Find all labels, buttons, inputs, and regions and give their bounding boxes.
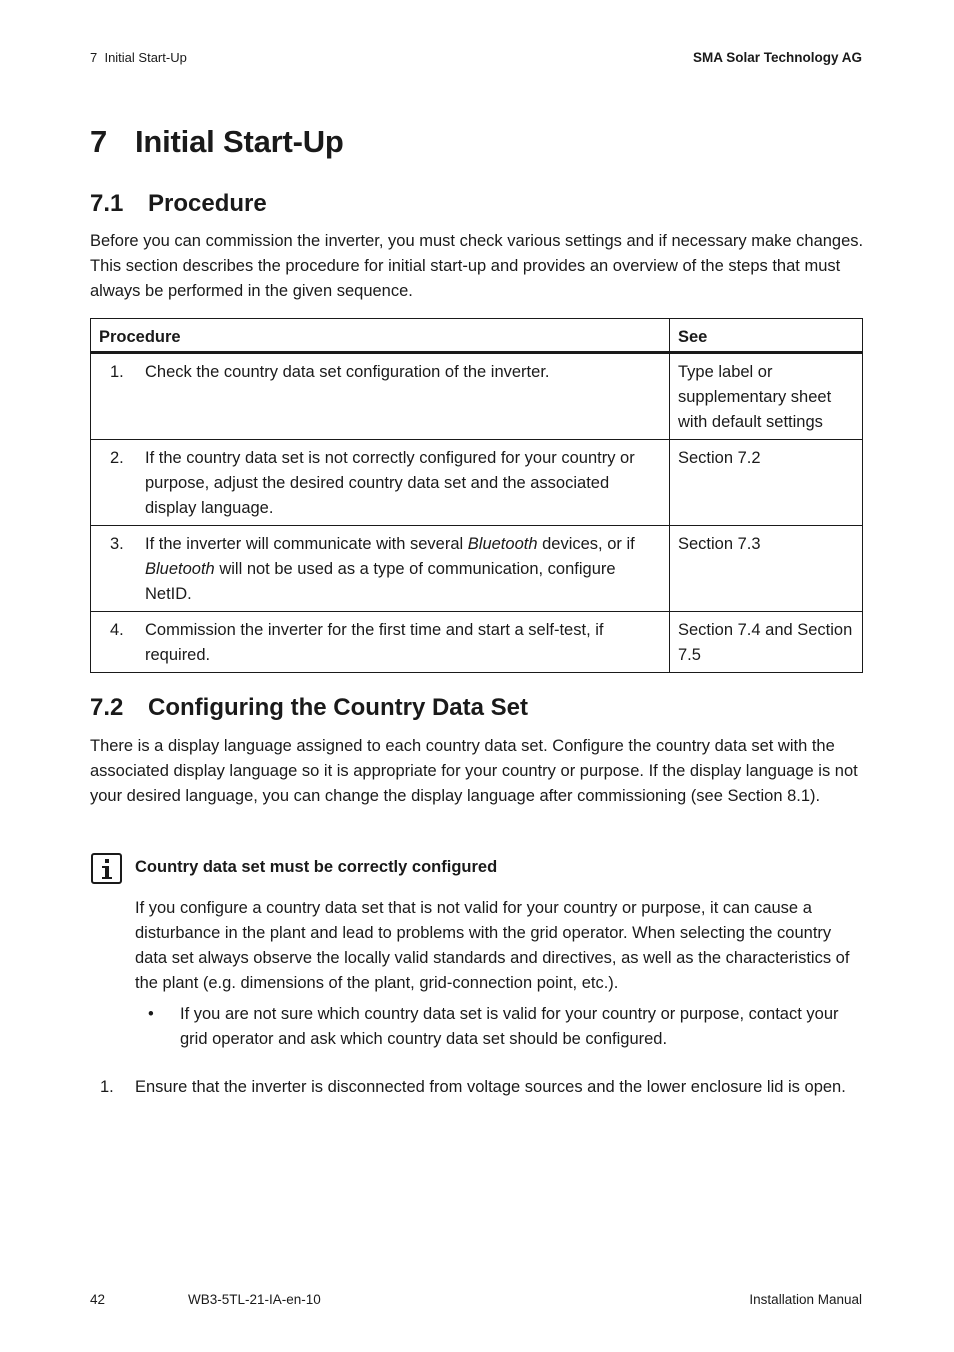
step-number: 1. [110, 363, 124, 381]
table-row [91, 526, 863, 612]
chapter-title: Initial Start-Up [135, 124, 344, 159]
running-header-chapter: 7 Initial Start-Up [90, 50, 187, 65]
info-box-bullet [148, 1002, 864, 1052]
document-id: WB3-5TL-21-IA-en-10 [188, 1292, 321, 1307]
bullet-text: If you are not sure which country data set is valid for your country or purpose, contact your grid operator and ask which country data set should be configured. [180, 1005, 839, 1048]
table-row [91, 440, 863, 526]
section-heading-procedure [90, 190, 267, 218]
procedure-intro: Before you can commission the inverter, you must check various settings and if necessary make changes. This section describes the procedure for initial start-up and provides an overview of the steps that must always be performed in the given sequence. [90, 232, 864, 300]
document-type: Installation Manual [749, 1292, 862, 1307]
running-header-company: SMA Solar Technology AG [692, 50, 862, 65]
chapter-number: 7 [90, 124, 108, 159]
section-heading-country-data-set [90, 694, 528, 722]
table-cell-see: Type label or supplementary sheet with default settings [670, 353, 863, 440]
table-cell-procedure [91, 353, 670, 440]
procedure-table [90, 318, 863, 673]
table-cell-procedure [91, 612, 670, 673]
table-row [91, 353, 863, 440]
step-text: If the country data set is not correctly configured for your country or purpose, adjust the desired country data set and the associated display language. [145, 449, 635, 517]
step-text: Check the country data set configuration of the inverter. [145, 363, 550, 381]
section-number: 7.2 [90, 694, 124, 721]
page-number: 42 [90, 1292, 106, 1307]
bluetooth-term: Bluetooth [145, 560, 215, 578]
table-cell-see: Section 7.4 and Section 7.5 [670, 612, 863, 673]
info-box-title: Country data set must be correctly configured [135, 858, 498, 876]
info-box-body: If you configure a country data set that is not valid for your country or purpose, it can cause a disturbance in the plant and lead to problems with the grid operator. When selecting the country data set always observe the locally valid standards and directives, as well as the characteristics of the plant (e.g. dimensions of the plant, grid-connection point, etc.). [135, 899, 850, 992]
section-number: 7.1 [90, 190, 124, 217]
section-title: Procedure [148, 190, 267, 217]
table-cell-procedure [91, 526, 670, 612]
instruction-step-text: Ensure that the inverter is disconnected from voltage sources and the lower enclosure lid is open. [135, 1078, 846, 1096]
table-header-procedure: Procedure [91, 319, 670, 353]
country-data-set-intro: There is a display language assigned to each country data set. Configure the country data set with the associated display language so it is appropriate for your country or purpose. If the display language is not your desired language, you can change the display language after commissioning (see Section 8.1). [90, 737, 858, 805]
step-number: 4. [110, 621, 124, 639]
step-text: Commission the inverter for the first time and start a self-test, if required. [145, 621, 604, 664]
instruction-step-number: 1. [100, 1078, 114, 1096]
bullet-dot: • [148, 1005, 154, 1023]
step-number: 3. [110, 535, 124, 553]
info-icon [91, 853, 122, 884]
step-text: If the inverter will communicate with several Bluetooth devices, or if Bluetooth will not be used as a type of communication, configure NetID. [145, 535, 635, 603]
chapter-heading [90, 124, 344, 160]
table-cell-see: Section 7.2 [670, 440, 863, 526]
instruction-step [100, 1075, 870, 1100]
table-header-see: See [670, 319, 863, 353]
table-header-row [91, 319, 863, 353]
step-number: 2. [110, 449, 124, 467]
table-cell-see: Section 7.3 [670, 526, 863, 612]
table-row [91, 612, 863, 673]
table-cell-procedure [91, 440, 670, 526]
section-title: Configuring the Country Data Set [148, 694, 528, 721]
bluetooth-term: Bluetooth [467, 535, 538, 553]
